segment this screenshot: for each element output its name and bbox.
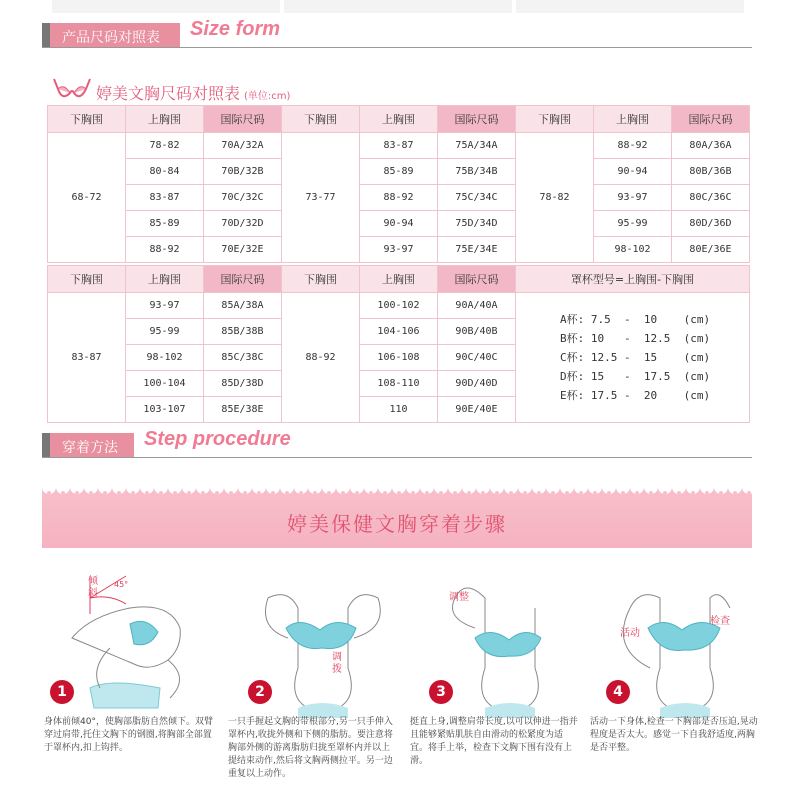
under-bust-value: 83-87 [48,293,126,423]
over-bust-value: 93-97 [360,237,438,263]
step-3-description: 挺直上身,调整肩带长度,以可以伸进一指并且能够紧贴肌肤自由滑动的松紧度为适宜。将手上举，检查下文胸下围有没有上滑。 [410,717,578,766]
divider [42,457,752,458]
intl-size-value: 85C/38C [204,345,282,371]
intl-size-value: 90A/40A [438,293,516,319]
over-bust-value: 80-84 [126,159,204,185]
step-3-number: 3 [429,680,453,704]
over-bust-value: 90-94 [594,159,672,185]
intl-size-value: 80C/36C [672,185,750,211]
step-3-label: 调整 [449,592,469,603]
under-bust-value: 73-77 [282,133,360,263]
top-strip [0,0,790,14]
step-4-label-check: 检查 [710,616,730,627]
intl-size-value: 80D/36D [672,211,750,237]
step-4-illustration [590,568,760,718]
step-1-number: 1 [50,680,74,704]
step-procedure-header [42,428,752,458]
over-bust-value: 88-92 [360,185,438,211]
chart-unit: (单位:cm) [244,91,291,102]
divider [42,47,752,48]
cup-size-line: E杯: 17.5 - 20 (cm) [560,389,711,402]
header-over: 上胸围 [360,106,438,133]
intl-size-value: 75E/34E [438,237,516,263]
top-box [516,0,744,13]
intl-size-value: 90E/40E [438,397,516,423]
top-box [52,0,280,13]
step-4-number: 4 [606,680,630,704]
intl-size-value: 90B/40B [438,319,516,345]
step-4-label-move: 活动 [620,628,640,639]
header-intl: 国际尺码 [672,106,750,133]
cup-formula-header: 罩杯型号=上胸围-下胸围 [516,266,750,293]
intl-size-value: 80E/36E [672,237,750,263]
lace-border [42,480,752,500]
header-intl: 国际尺码 [204,266,282,293]
over-bust-value: 88-92 [594,133,672,159]
steps-banner [42,480,752,548]
under-bust-value: 68-72 [48,133,126,263]
over-bust-value: 85-89 [360,159,438,185]
section-title-cn: 穿着方法 [62,440,118,456]
top-box [284,0,512,13]
intl-size-value: 70E/32E [204,237,282,263]
header-intl: 国际尺码 [438,266,516,293]
intl-size-value: 85B/38B [204,319,282,345]
intl-size-value: 70A/32A [204,133,282,159]
intl-size-value: 70C/32C [204,185,282,211]
cup-size-line: D杯: 15 - 17.5 (cm) [560,370,711,383]
intl-size-value: 70D/32D [204,211,282,237]
over-bust-value: 106-108 [360,345,438,371]
step-2-number: 2 [248,680,272,704]
step-1-illustration [50,568,220,718]
over-bust-value: 90-94 [360,211,438,237]
section-title-cn: 产品尺码对照表 [62,30,160,46]
intl-size-value: 80A/36A [672,133,750,159]
chart-title: 婷美文胸尺码对照表 [96,84,241,103]
over-bust-value: 110 [360,397,438,423]
over-bust-value: 83-87 [126,185,204,211]
header-over: 上胸围 [126,266,204,293]
section-tab [42,23,180,47]
over-bust-value: 93-97 [126,293,204,319]
intl-size-value: 85E/38E [204,397,282,423]
cup-size-list [516,293,750,423]
cup-size-line: B杯: 10 - 12.5 (cm) [560,332,711,345]
over-bust-value: 103-107 [126,397,204,423]
over-bust-value: 108-110 [360,371,438,397]
header-under: 下胸围 [516,106,594,133]
section-title-en: Step procedure [144,428,291,450]
over-bust-value: 104-106 [360,319,438,345]
intl-size-value: 75C/34C [438,185,516,211]
over-bust-value: 83-87 [360,133,438,159]
intl-size-value: 85D/38D [204,371,282,397]
step-2-illustration [228,568,398,718]
over-bust-value: 98-102 [126,345,204,371]
intl-size-value: 85A/38A [204,293,282,319]
over-bust-value: 95-99 [594,211,672,237]
header-intl: 国际尺码 [204,106,282,133]
bra-icon [50,75,92,105]
step-4-description: 活动一下身体,检查一下胸部是否压迫,晃动程度是否太大。感觉一下自我舒适度,两胸是否平整。 [590,717,758,753]
cup-size-line: C杯: 12.5 - 15 (cm) [560,351,711,364]
size-form-header [42,18,752,48]
header-over: 上胸围 [126,106,204,133]
header-over: 上胸围 [594,106,672,133]
section-title-en: Size form [190,18,281,40]
banner-title: 婷美保健文胸穿着步骤 [287,512,507,536]
figure-lean-forward [50,568,220,718]
step-2-description: 一只手握起文胸的带根部分,另一只手伸入罩杯内,收拢外侧和下侧的脂肪。要注意将胸部外侧的游离脂肪归拢至罩杯内并以上提结束动作,然后将文胸两侧拉平。另一边重复以上动作。 [228,717,393,779]
cup-size-line: A杯: 7.5 - 10 (cm) [560,313,711,326]
header-under: 下胸围 [282,266,360,293]
intl-size-value: 75D/34D [438,211,516,237]
intl-size-value: 70B/32B [204,159,282,185]
over-bust-value: 100-104 [126,371,204,397]
over-bust-value: 88-92 [126,237,204,263]
header-under: 下胸围 [48,106,126,133]
step-3-illustration [405,568,575,718]
step-1-label: 倾 斜 [88,576,98,599]
angle-label: 45° [114,580,129,589]
over-bust-value: 98-102 [594,237,672,263]
under-bust-value: 78-82 [516,133,594,263]
intl-size-value: 90C/40C [438,345,516,371]
intl-size-value: 75B/34B [438,159,516,185]
header-under: 下胸围 [48,266,126,293]
over-bust-value: 85-89 [126,211,204,237]
under-bust-value: 88-92 [282,293,360,423]
section-tab [42,433,134,457]
over-bust-value: 95-99 [126,319,204,345]
size-table-1 [47,105,750,263]
header-over: 上胸围 [360,266,438,293]
header-intl: 国际尺码 [438,106,516,133]
step-2-label: 调 拨 [332,652,342,675]
over-bust-value: 100-102 [360,293,438,319]
intl-size-value: 80B/36B [672,159,750,185]
header-under: 下胸围 [282,106,360,133]
over-bust-value: 93-97 [594,185,672,211]
over-bust-value: 78-82 [126,133,204,159]
intl-size-value: 90D/40D [438,371,516,397]
step-1-description: 身体前倾40°，使胸部脂肪自然倾下。双臂穿过肩带,托住文胸下的钢圈,将胸部全部置于罩杯内,扣上钩拌。 [44,717,213,753]
size-table-2 [47,265,750,423]
intl-size-value: 75A/34A [438,133,516,159]
